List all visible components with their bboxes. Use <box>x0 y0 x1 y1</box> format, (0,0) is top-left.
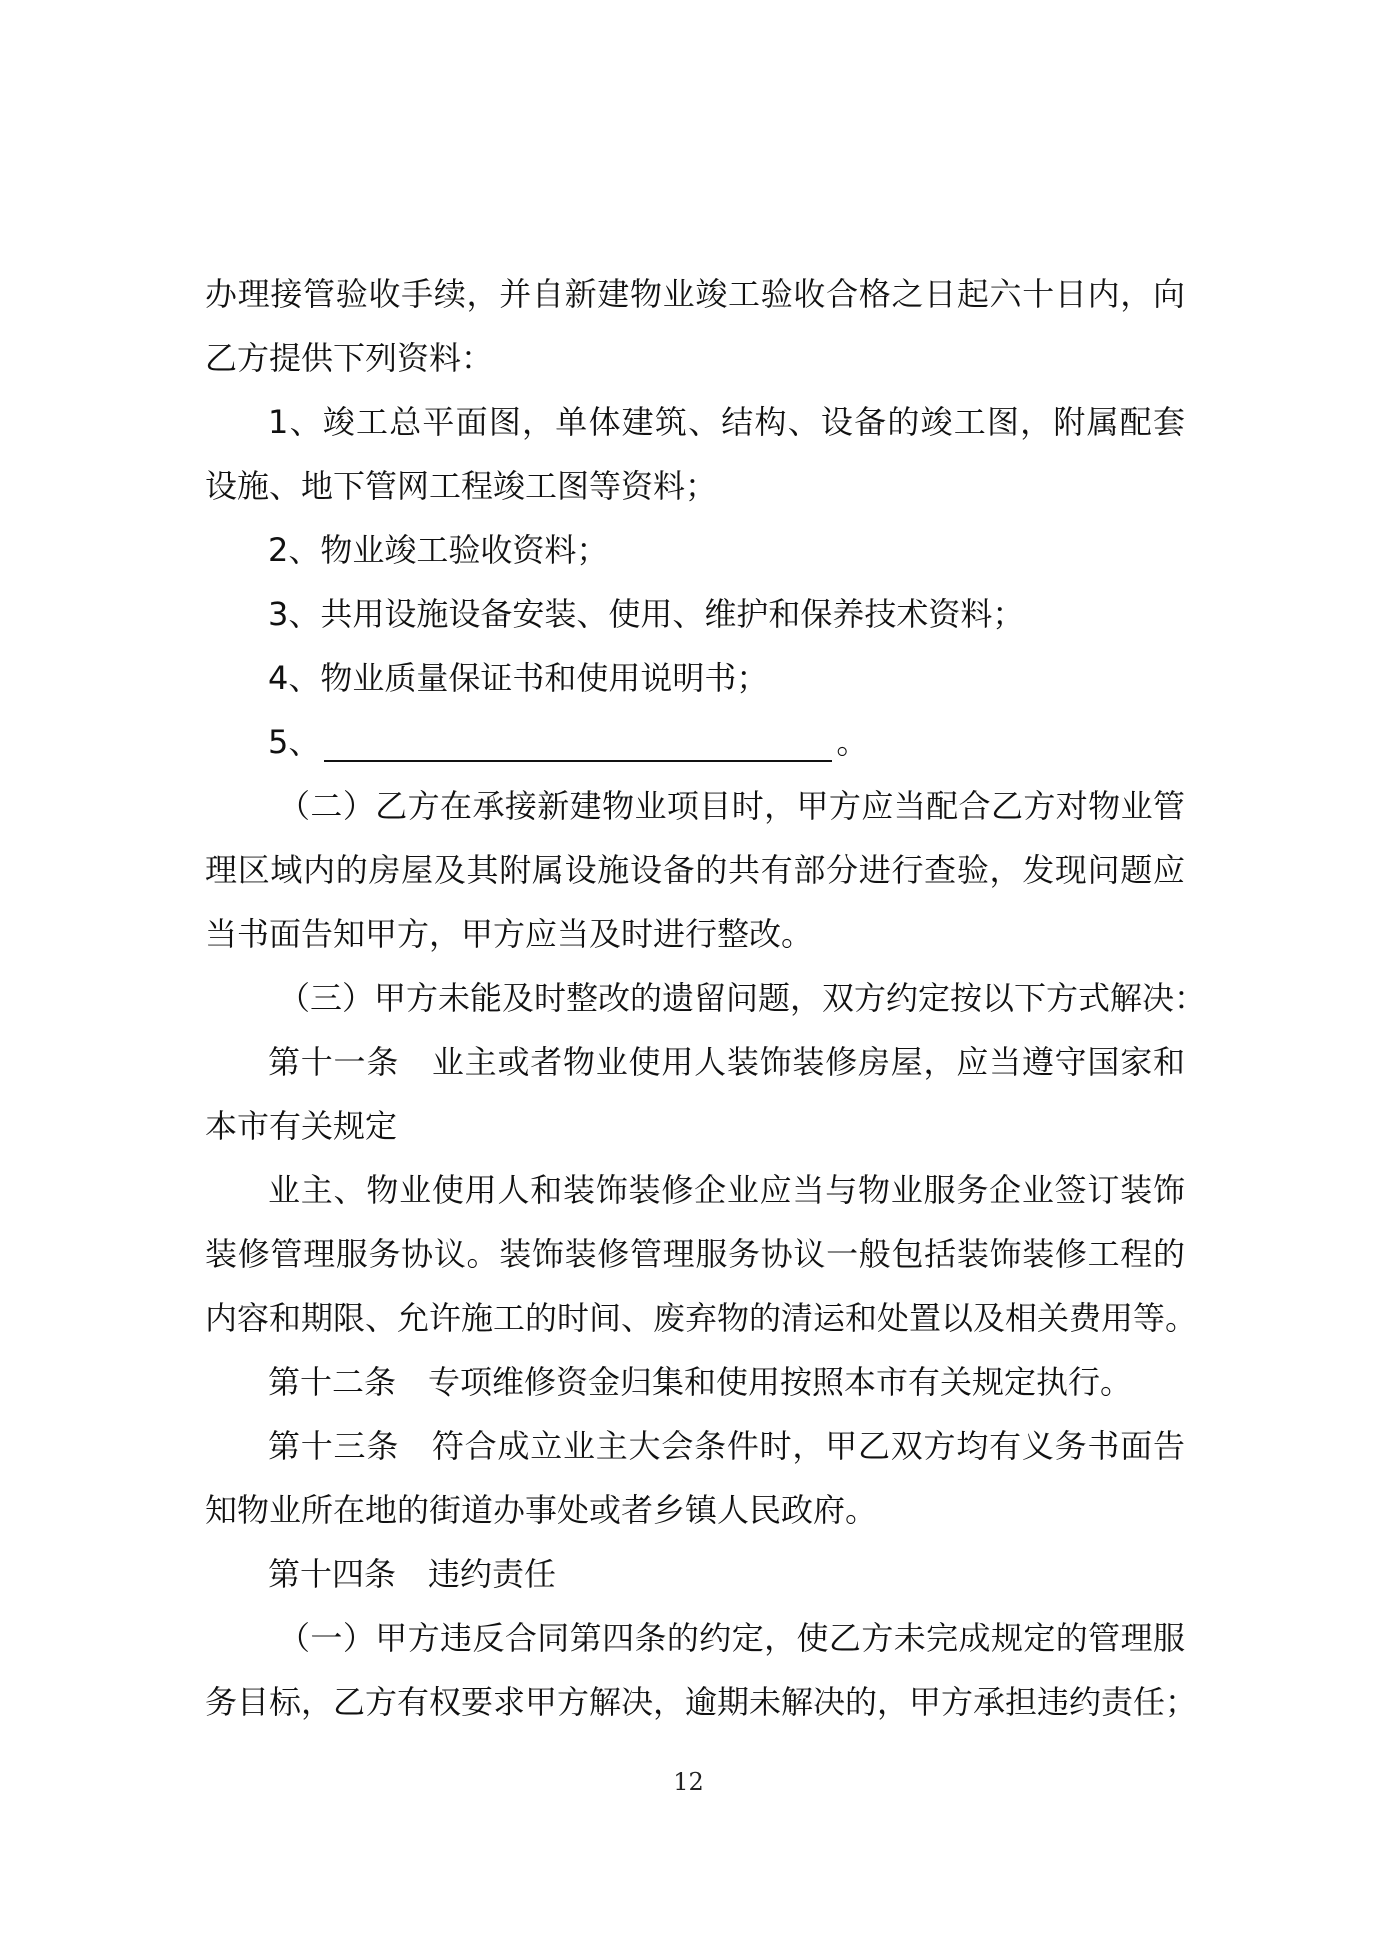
paragraph-line: （一）甲方违反合同第四条的约定，使乙方未完成规定的管理服 <box>278 1619 1185 1657</box>
list-item-5 <box>268 722 1248 762</box>
list-item-2: 2、物业竣工验收资料； <box>268 531 609 569</box>
list-item-5-period: 。 <box>836 723 869 761</box>
list-item-4: 4、物业质量保证书和使用说明书； <box>268 659 769 697</box>
article-11-heading: 第十一条 业主或者物业使用人装饰装修房屋，应当遵守国家和 <box>268 1043 1185 1081</box>
list-item-5-number: 5、 <box>268 723 321 761</box>
paragraph-line: 知物业所在地的街道办事处或者乡镇人民政府。 <box>205 1491 878 1529</box>
paragraph-line: 装修管理服务协议。装饰装修管理服务协议一般包括装饰装修工程的 <box>205 1235 1185 1273</box>
fill-in-blank <box>324 730 832 762</box>
article-14-heading: 第十四条 违约责任 <box>268 1555 557 1593</box>
list-item-3: 3、共用设施设备安装、使用、维护和保养技术资料； <box>268 595 1025 633</box>
paragraph-line: （二）乙方在承接新建物业项目时，甲方应当配合乙方对物业管 <box>278 787 1185 825</box>
paragraph-line: 当书面告知甲方，甲方应当及时进行整改。 <box>205 915 814 953</box>
paragraph-line: 业主、物业使用人和装饰装修企业应当与物业服务企业签订装饰 <box>268 1171 1185 1209</box>
paragraph-line: 办理接管验收手续，并自新建物业竣工验收合格之日起六十日内，向 <box>205 275 1185 313</box>
paragraph-line: 本市有关规定 <box>205 1107 398 1145</box>
list-item-1: 1、竣工总平面图，单体建筑、结构、设备的竣工图，附属配套 <box>268 403 1185 441</box>
paragraph-line: 内容和期限、允许施工的时间、废弃物的清运和处置以及相关费用等。 <box>205 1299 1198 1337</box>
paragraph-line: （三）甲方未能及时整改的遗留问题，双方约定按以下方式解决： <box>278 979 1207 1017</box>
article-13-heading: 第十三条 符合成立业主大会条件时，甲乙双方均有义务书面告 <box>268 1427 1185 1465</box>
article-12-heading: 第十二条 专项维修资金归集和使用按照本市有关规定执行。 <box>268 1363 1133 1401</box>
page-number: 12 <box>673 1768 704 1796</box>
paragraph-line: 理区域内的房屋及其附属设施设备的共有部分进行查验，发现问题应 <box>205 851 1185 889</box>
paragraph-line: 设施、地下管网工程竣工图等资料； <box>205 467 718 505</box>
paragraph-line: 务目标，乙方有权要求甲方解决，逾期未解决的，甲方承担违约责任； <box>205 1683 1198 1721</box>
paragraph-line: 乙方提供下列资料： <box>205 339 494 377</box>
